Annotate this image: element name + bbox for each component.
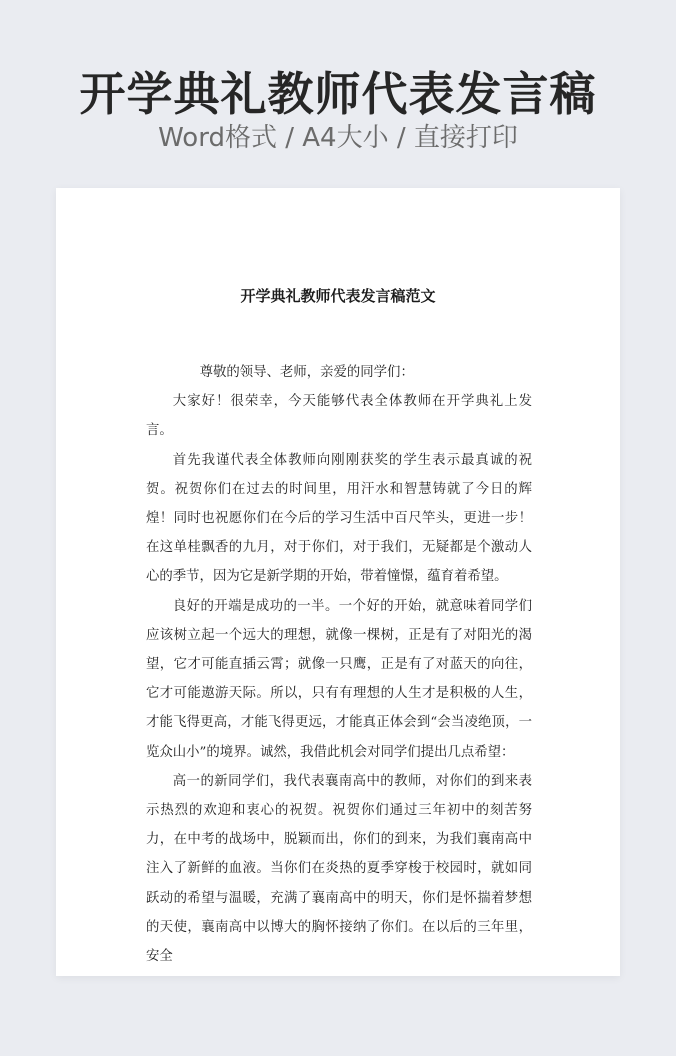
body-paragraph: 良好的开端是成功的一半。一个好的开始，就意味着同学们应该树立起一个远大的理想，就像一棵树，正是有了对阳光的渴望，它才可能直插云霄；就像一只鹰，正是有了对蓝天的向往，它才可能遨游天际。所以，只有有理想的人生才是积极的人生，才能飞得更高，才能飞得更远，才能真正体会到“会当凌绝顶，一览众山小”的境界。诚然，我借此机会对同学们提出几点希望： <box>146 598 532 760</box>
header-title: 开学典礼教师代表发言稿 <box>79 67 597 121</box>
document-title: 开学典礼教师代表发言稿范文 <box>240 287 436 305</box>
document-body <box>146 358 532 971</box>
body-paragraph: 首先我谨代表全体教师向刚刚获奖的学生表示最真诚的祝贺。祝贺你们在过去的时间里，用汗水和智慧铸就了今日的辉煌！同时也祝愿你们在今后的学习生活中百尺竿头，更进一步！在这单桂飘香的九月，对于你们，对于我们，无疑都是个激动人心的季节，因为它是新学期的开始，带着憧憬，蕴育着希望。 <box>146 452 532 585</box>
greeting-paragraph: 大家好！很荣幸，今天能够代表全体教师在开学典礼上发言。 <box>146 394 532 439</box>
salutation-paragraph: 尊敬的领导、老师，亲爱的同学们： <box>199 365 414 380</box>
document-page <box>56 188 620 976</box>
header-subtitle: Word格式 / A4大小 / 直接打印 <box>158 123 518 153</box>
body-paragraph: 高一的新同学们，我代表襄南高中的教师，对你们的到来表示热烈的欢迎和衷心的祝贺。祝贺你们通过三年初中的刻苦努力，在中考的战场中，脱颖而出，你们的到来，为我们襄南高中注入了新鲜的血液。当你们在炎热的夏季穿梭于校园时，就如同跃动的希望与温暖，充满了襄南高中的明天，你们是怀揣着梦想的天使，襄南高中以博大的胸怀接纳了你们。在以后的三年里，安全 <box>146 773 532 965</box>
